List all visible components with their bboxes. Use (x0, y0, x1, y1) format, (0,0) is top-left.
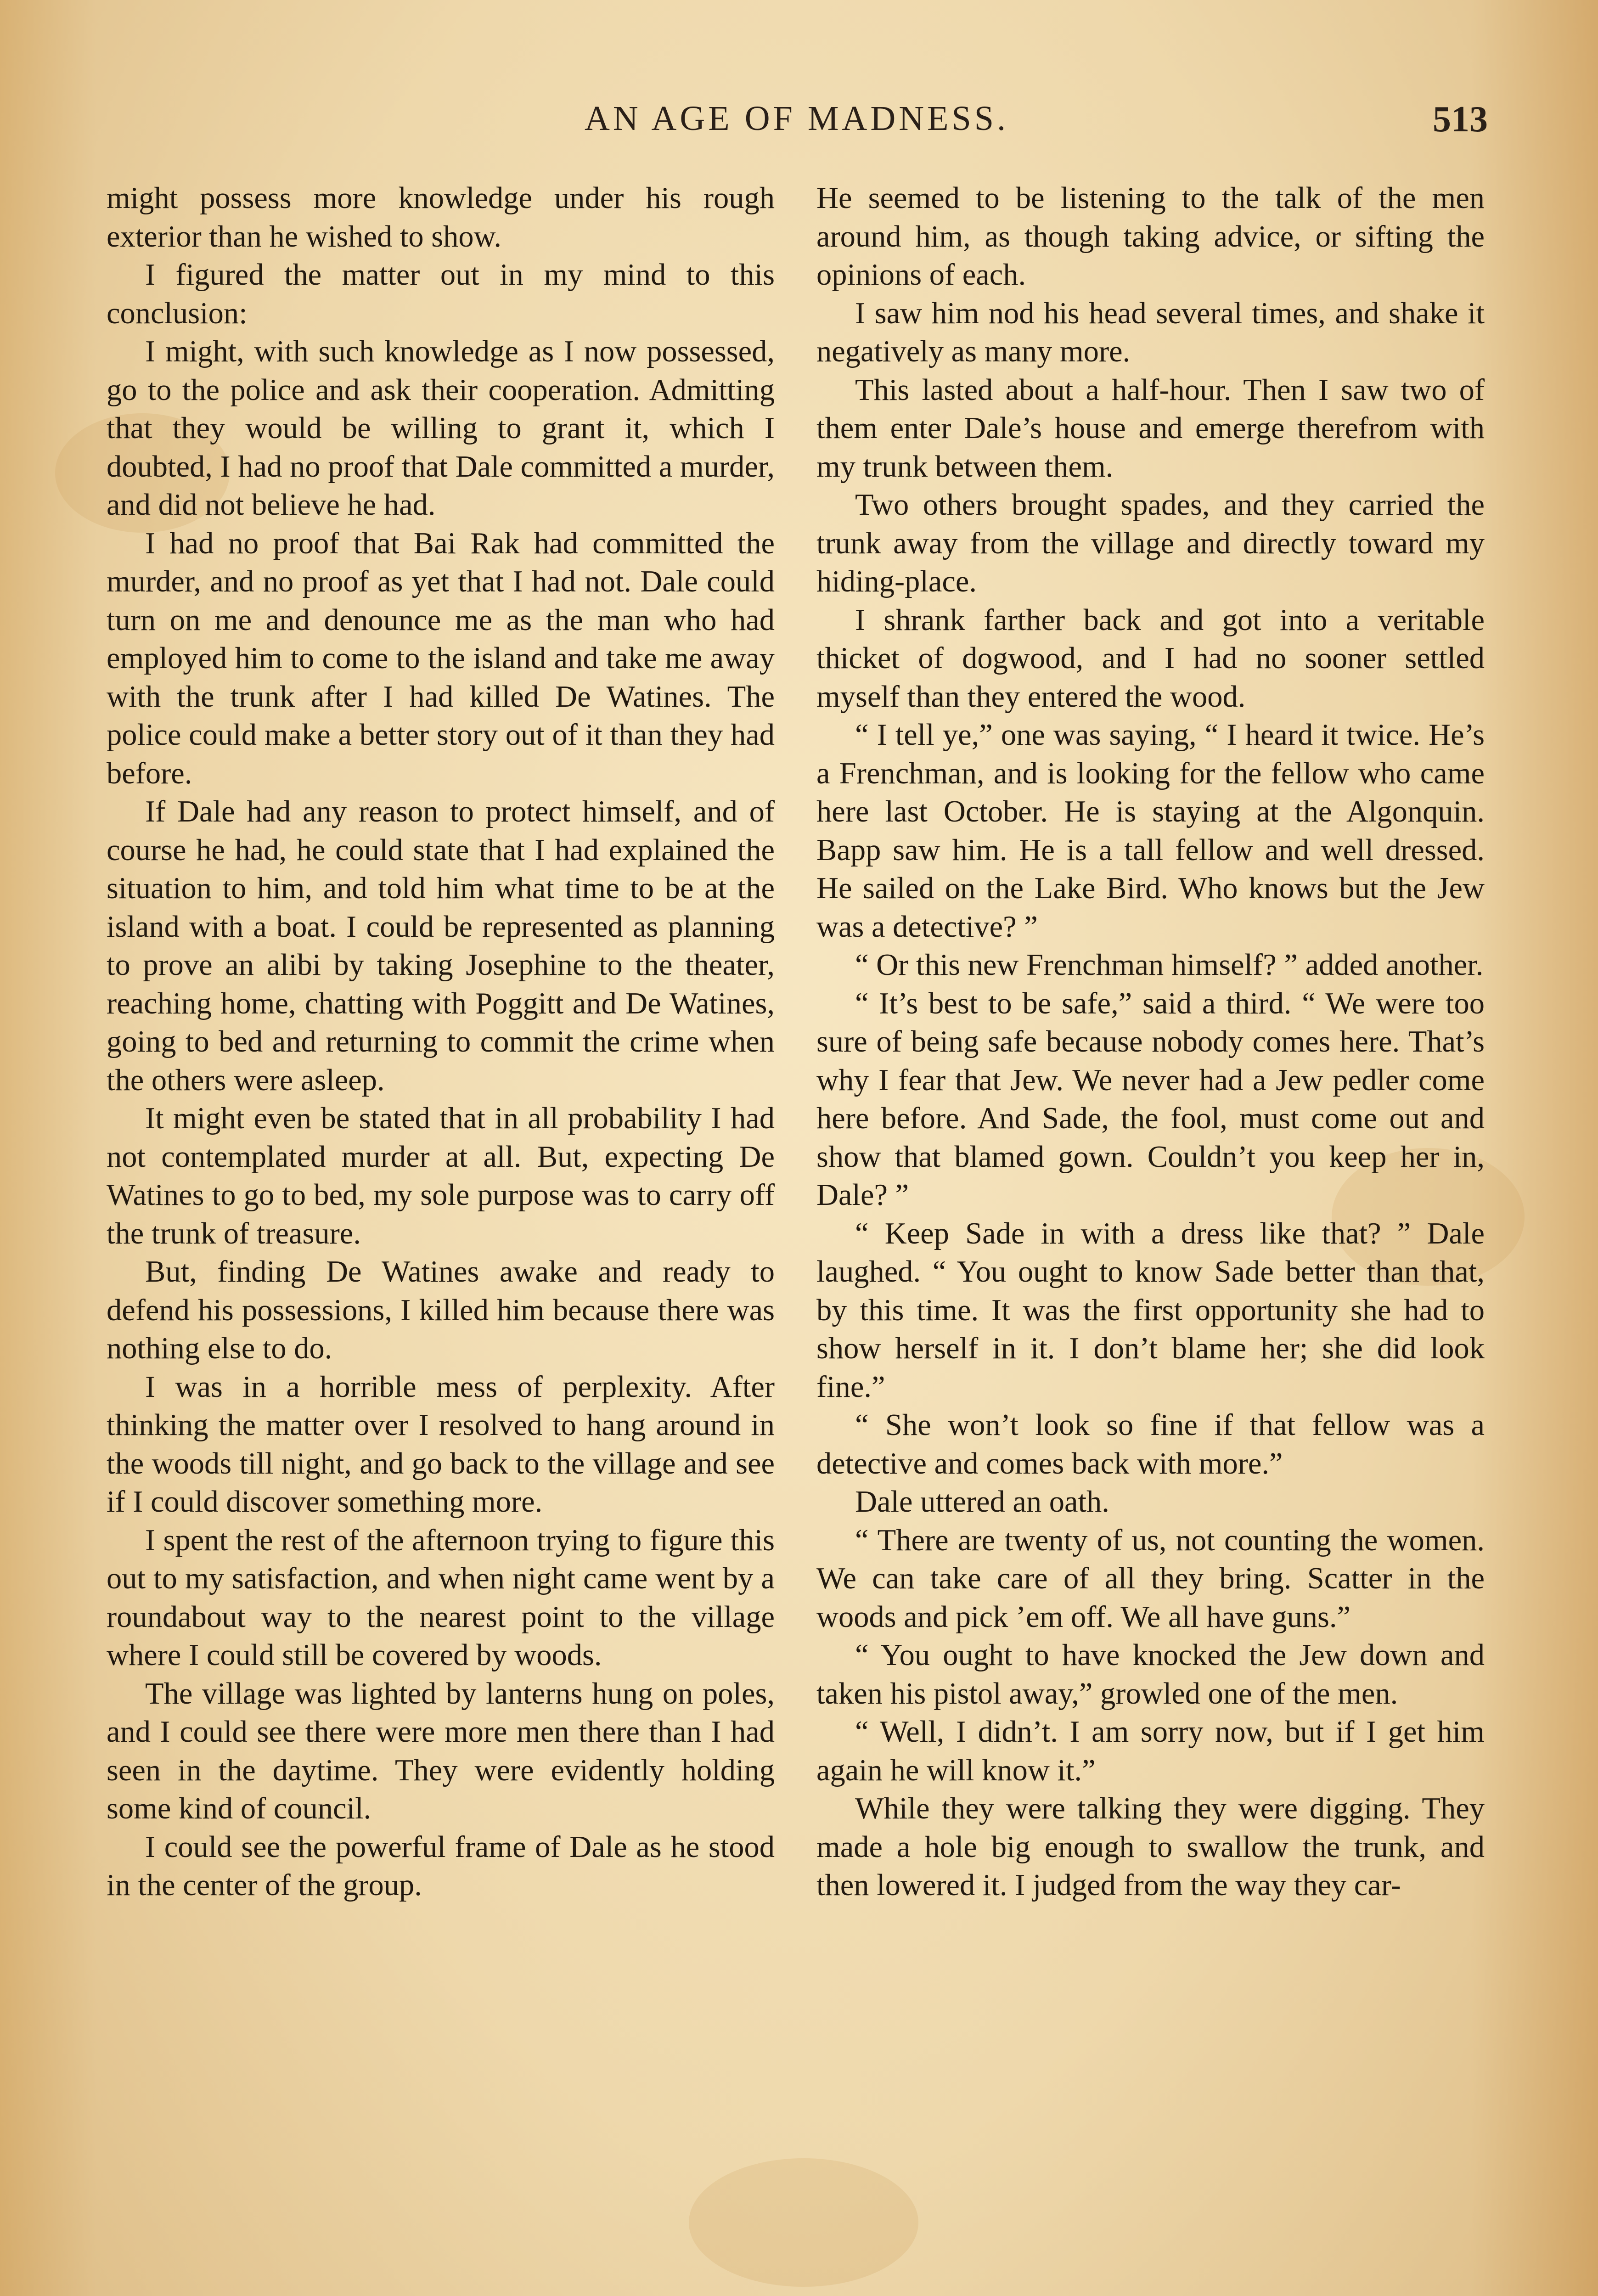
paragraph: Dale uttered an oath. (855, 1485, 1109, 1519)
paragraph: might possess more knowledge under his rough exterior than he wished to show. (107, 181, 775, 253)
paragraph: “ I tell ye,” one was saying, “ I heard it twice. He’s a Frenchman, and is looking for the fellow who came here last October. He is staying at the Algonquin. Bapp saw him. He is a tall fellow and well dressed. He sailed on the Lake Bird. Who knows but the Jew was a detective? ” (816, 718, 1485, 944)
paragraph: “ You ought to have knocked the Jew down and taken his pistol away,” growled one of the men. (816, 1638, 1485, 1711)
paragraph: He seemed to be listening to the talk of the men around him, as though taking advice, or sifting the opinions of each. (816, 181, 1485, 292)
paragraph: I saw him nod his head several times, and shake it negatively as many more. (816, 296, 1485, 368)
paragraph: While they were talking they were digging. They made a hole big enough to swallow the trunk, and then lowered it. I judged from the way they car- (816, 1792, 1485, 1902)
paragraph: “ It’s best to be safe,” said a third. “ We were too sure of being safe because nobody comes here. That’s why I fear that Jew. We never had a Jew pedler come here before. And Sade, the fool, must come out and show that blamed gown. Couldn’t you keep her in, Dale? ” (816, 986, 1485, 1212)
paragraph: I might, with such knowledge as I now possessed, go to the police and ask their cooperation. Admitting that they would be willing to grant it, which I doubted, I had no proof that Dale committed a murder, and did not believe he had. (107, 335, 775, 522)
running-title: AN AGE OF MADNESS. (584, 99, 1009, 138)
paragraph: If Dale had any reason to protect himself, and of course he had, he could state that I had explained the situation to him, and told him what time to be at the island with a boat. I could be represented as planning to prove an alibi by taking Josephine to the theater, reaching home, chatting with Poggitt and De Watines, going to bed and returning to commit the crime when the others were asleep. (107, 795, 775, 1097)
paragraph: I shrank farther back and got into a veritable thicket of dogwood, and I had no sooner settled myself than they entered the wood. (816, 603, 1485, 714)
paragraph: “ Or this new Frenchman himself? ” added another. (855, 948, 1484, 982)
paragraph: This lasted about a half-hour. Then I saw two of them enter Dale’s house and emerge therefrom with my trunk between them. (816, 373, 1485, 484)
paragraph: I was in a horrible mess of perplexity. After thinking the matter over I resolved to hang around in the woods till night, and go back to the village and see if I could discover something more. (107, 1370, 775, 1519)
paragraph: I spent the rest of the afternoon trying to figure this out to my satisfaction, and when night came went by a roundabout way to the nearest point to the village where I could still be covered by woods. (107, 1523, 775, 1672)
paragraph: It might even be stated that in all probability I had not contemplated murder at all. But, expecting De Watines to go to bed, my sole purpose was to carry off the trunk of treasure. (107, 1102, 775, 1250)
running-header (106, 99, 1488, 149)
paragraph: I figured the matter out in my mind to this conclusion: (107, 258, 775, 330)
left-column (107, 179, 775, 2296)
paragraph: But, finding De Watines awake and ready to defend his possessions, I killed him because there was nothing else to do. (107, 1255, 775, 1365)
paragraph: I could see the powerful frame of Dale as he stood in the center of the group. (107, 1830, 775, 1902)
paragraph: I had no proof that Bai Rak had committed the murder, and no proof as yet that I had not. Dale could turn on me and denounce me as the man who had employed him to come to the island and take me away with the trunk after I had killed De Watines. The police could make a better story out of it than they had before. (107, 526, 775, 790)
paragraph: “ There are twenty of us, not counting the women. We can take care of all they bring. Scatter in the woods and pick ’em off. We all have guns.” (816, 1523, 1485, 1634)
paragraph: The village was lighted by lanterns hung on poles, and I could see there were more men there than I had seen in the daytime. They were evidently holding some kind of council. (107, 1677, 775, 1825)
paragraph: “ Well, I didn’t. I am sorry now, but if I get him again he will know it.” (816, 1715, 1485, 1787)
page-number: 513 (1433, 99, 1488, 140)
paragraph: “ Keep Sade in with a dress like that? ” Dale laughed. “ You ought to know Sade better than that, by this time. It was the first opportunity she had to show herself in it. I don’t blame her; she did look fine.” (816, 1216, 1485, 1404)
right-column (816, 179, 1485, 2296)
paragraph: “ She won’t look so fine if that fellow was a detective and comes back with more.” (816, 1408, 1485, 1480)
paragraph: Two others brought spades, and they carried the trunk away from the village and directly toward my hiding-place. (816, 488, 1485, 598)
